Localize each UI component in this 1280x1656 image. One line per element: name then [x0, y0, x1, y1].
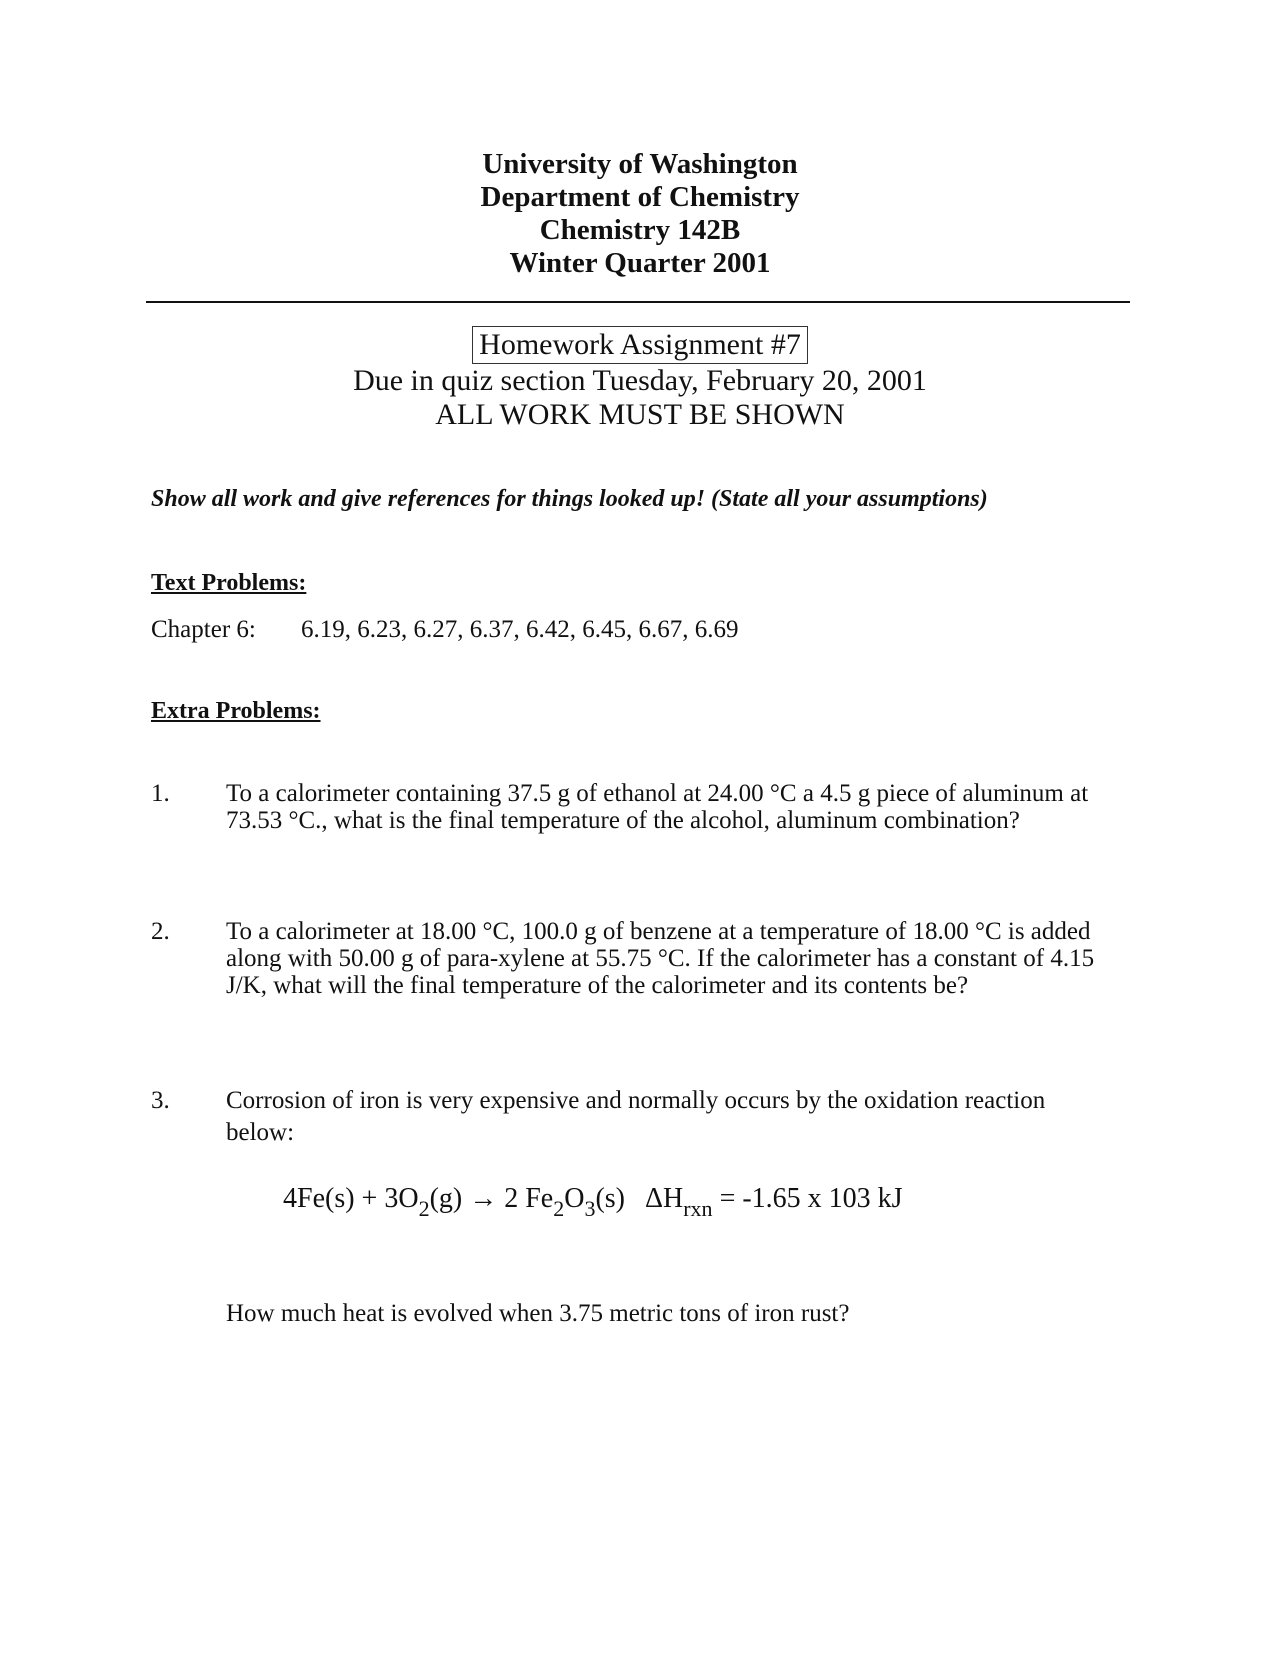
text-problems-heading: Text Problems: [151, 570, 307, 596]
document-header [0, 148, 1280, 280]
problem-text: To a calorimeter containing 37.5 g of ethanol at 24.00 °C a 4.5 g piece of aluminum at 73.53 °C., what is the final temperature of the alcohol, aluminum combination? [226, 780, 1089, 834]
assignment-block [0, 326, 1280, 432]
enthalpy-value: = -1.65 x 103 kJ [712, 1183, 903, 1214]
problem-3-question: How much heat is evolved when 3.75 metric tons of iron rust? [226, 1300, 850, 1327]
problem-text: Corrosion of iron is very expensive and normally occurs by the oxidation reaction below: [226, 1087, 1046, 1146]
enthalpy-symbol: ΔH [645, 1183, 684, 1214]
due-date: Due in quiz section Tuesday, February 20, 2001 [353, 364, 927, 397]
work-notice: ALL WORK MUST BE SHOWN [435, 398, 845, 431]
problem-text: To a calorimeter at 18.00 °C, 100.0 g of benzene at a temperature of 18.00 °C is added along with 50.00 g of para-xylene at 55.75 °C. If the calorimeter has a constant of 4.15 J/K, what will the final temperature of the calorimeter and its contents be? [226, 918, 1095, 999]
extra-problem-2 [151, 918, 1111, 999]
course-name: Chemistry 142B [539, 214, 741, 246]
chapter-problems: 6.19, 6.23, 6.27, 6.37, 6.42, 6.45, 6.67, 6.69 [301, 616, 739, 643]
university-name: University of Washington [482, 148, 798, 180]
assignment-title: Homework Assignment #7 [472, 326, 808, 364]
problem-number: 3. [151, 1087, 170, 1114]
problem-number: 1. [151, 780, 170, 807]
extra-problems-heading: Extra Problems: [151, 698, 321, 724]
reaction-equation: $4Fe(s) + 3O_2(g) \to 2$ $Fe_2O_3(s) \Delta H_{rxn} = -1.65$ x 103 kJ [283, 1183, 903, 1221]
chapter-row [151, 616, 739, 644]
extra-problem-1 [151, 780, 1111, 834]
extra-problem-3 [151, 1085, 1111, 1149]
instructions: Show all work and give references for things looked up! (State all your assumptions) [151, 486, 988, 512]
department-name: Department of Chemistry [480, 181, 800, 213]
quarter-name: Winter Quarter 2001 [509, 247, 771, 279]
header-divider [146, 301, 1130, 303]
chapter-label: Chapter 6: [151, 616, 256, 643]
problem-number: 2. [151, 918, 170, 945]
